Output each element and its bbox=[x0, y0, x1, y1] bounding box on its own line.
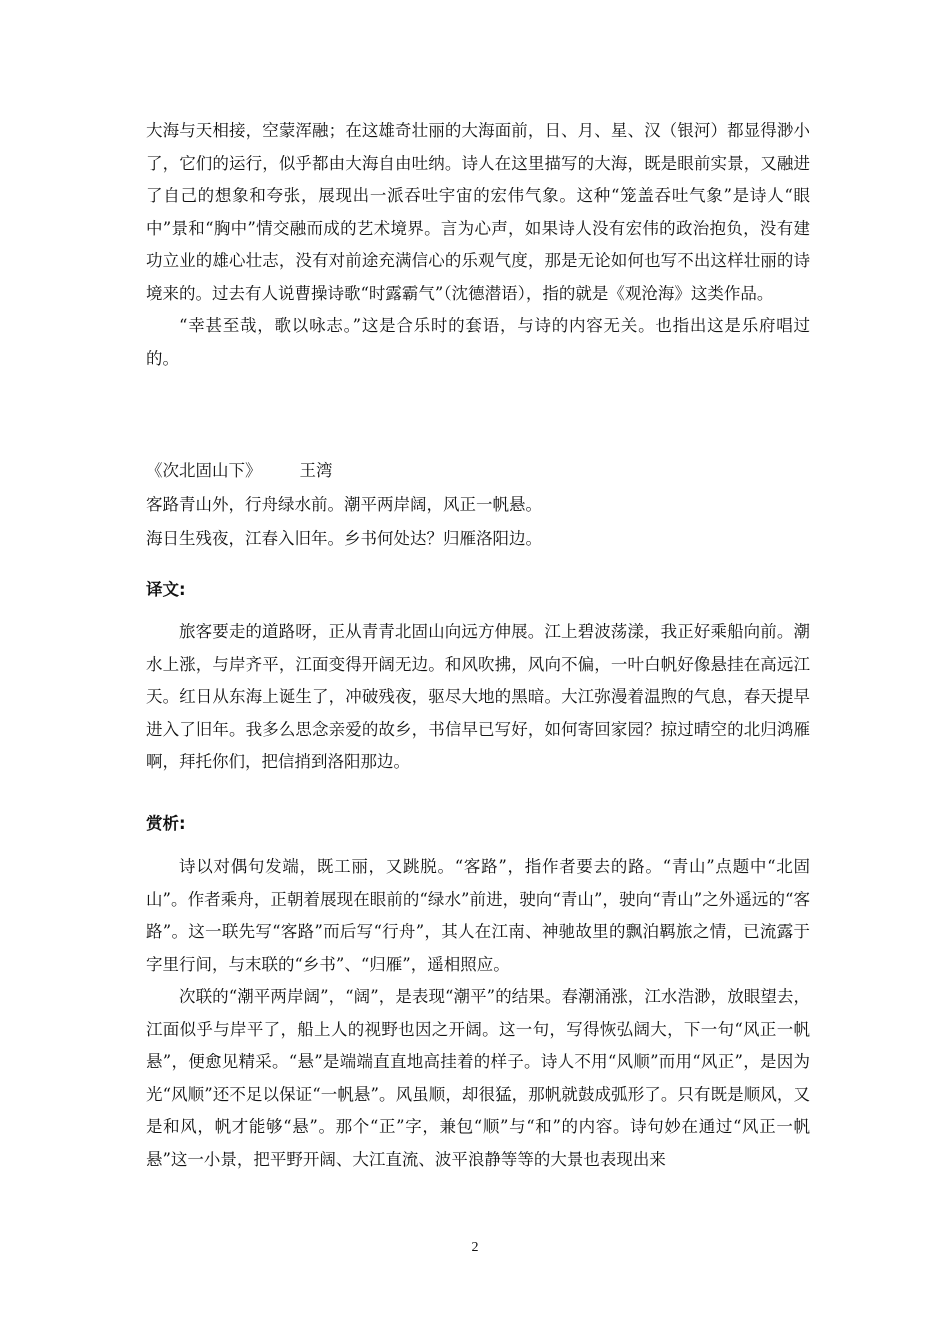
translation-paragraph: 旅客要走的道路呀，正从青青北固山向远方伸展。江上碧波荡漾，我正好乘船向前。潮水上涨，与岸齐平，江面变得开阔无边。和风吹拂，风向不偏，一叶白帆好像悬挂在高远江天。红日从东海上诞生了，冲破残夜，驱尽大地的黑暗。大江弥漫着温煦的气息，春天提早进入了旧年。我多么思念亲爱的故乡，书信早已写好，如何寄回家园？掠过晴空的北归鸿雁啊，拜托你们，把信捎到洛阳那边。 bbox=[146, 622, 810, 771]
appreciation-heading-block bbox=[146, 812, 810, 836]
poem-section bbox=[146, 454, 810, 556]
intro-section bbox=[146, 115, 810, 375]
poem-line: 海日生残夜，江春入旧年。乡书何处达？归雁洛阳边。 bbox=[146, 529, 542, 548]
poem-line: 客路青山外，行舟绿水前。潮平两岸阔，风正一帆悬。 bbox=[146, 495, 542, 514]
poem-title-line bbox=[146, 454, 810, 488]
translation-heading: 译文: bbox=[146, 580, 186, 599]
intro-paragraph: “幸甚至哉，歌以咏志。”这是合乐时的套语，与诗的内容无关。也指出这是乐府唱过的。 bbox=[146, 316, 810, 368]
poem-author: 王湾 bbox=[299, 461, 333, 480]
appreciation-paragraph: 次联的“潮平两岸阔”，“阔”，是表现“潮平”的结果。春潮涌涨，江水浩渺，放眼望去，江面似乎与岸平了，船上人的视野也因之开阔。这一句，写得恢弘阔大，下一句“风正一帆悬”，便愈见精采。“悬”是端端直直地高挂着的样子。诗人不用“风顺”而用“风正”，是因为光“风顺”还不足以保证“一帆悬”。风虽顺，却很猛，那帆就鼓成弧形了。只有既是顺风，又是和风，帆才能够“悬”。那个“正”字，兼包“顺”与“和”的内容。诗句妙在通过“风正一帆悬”这一小景，把平野开阔、大江直流、波平浪静等等的大景也表现出来 bbox=[146, 987, 810, 1169]
translation-section bbox=[146, 616, 810, 779]
page-number: 2 bbox=[471, 1240, 479, 1255]
poem-title: 《次北固山下》 bbox=[146, 461, 262, 480]
appreciation-paragraph: 诗以对偶句发端，既工丽，又跳脱。“客路”，指作者要去的路。“青山”点题中“北固山”。作者乘舟，正朝着展现在眼前的“绿水”前进，驶向“青山”，驶向“青山”之外遥远的“客路”。这一联先写“客路”而后写“行舟”，其人在江南、神驰故里的飘泊羁旅之情，已流露于字里行间，与末联的“乡书”、“归雁”，遥相照应。 bbox=[146, 857, 810, 974]
intro-paragraph: 大海与天相接，空蒙浑融；在这雄奇壮丽的大海面前，日、月、星、汉（银河）都显得渺小了，它们的运行，似乎都由大海自由吐纳。诗人在这里描写的大海，既是眼前实景，又融进了自己的想象和夸张，展现出一派吞吐宇宙的宏伟气象。这种“笼盖吞吐气象”是诗人“眼中”景和“胸中”情交融而成的艺术境界。言为心声，如果诗人没有宏伟的政治抱负，没有建功立业的雄心壮志，没有对前途充满信心的乐观气度，那是无论如何也写不出这样壮丽的诗境来的。过去有人说曹操诗歌“时露霸气”（沈德潜语），指的就是《观沧海》这类作品。 bbox=[146, 121, 810, 303]
translation-heading-block bbox=[146, 578, 810, 602]
appreciation-section bbox=[146, 851, 810, 1176]
appreciation-heading: 赏析: bbox=[146, 814, 186, 833]
